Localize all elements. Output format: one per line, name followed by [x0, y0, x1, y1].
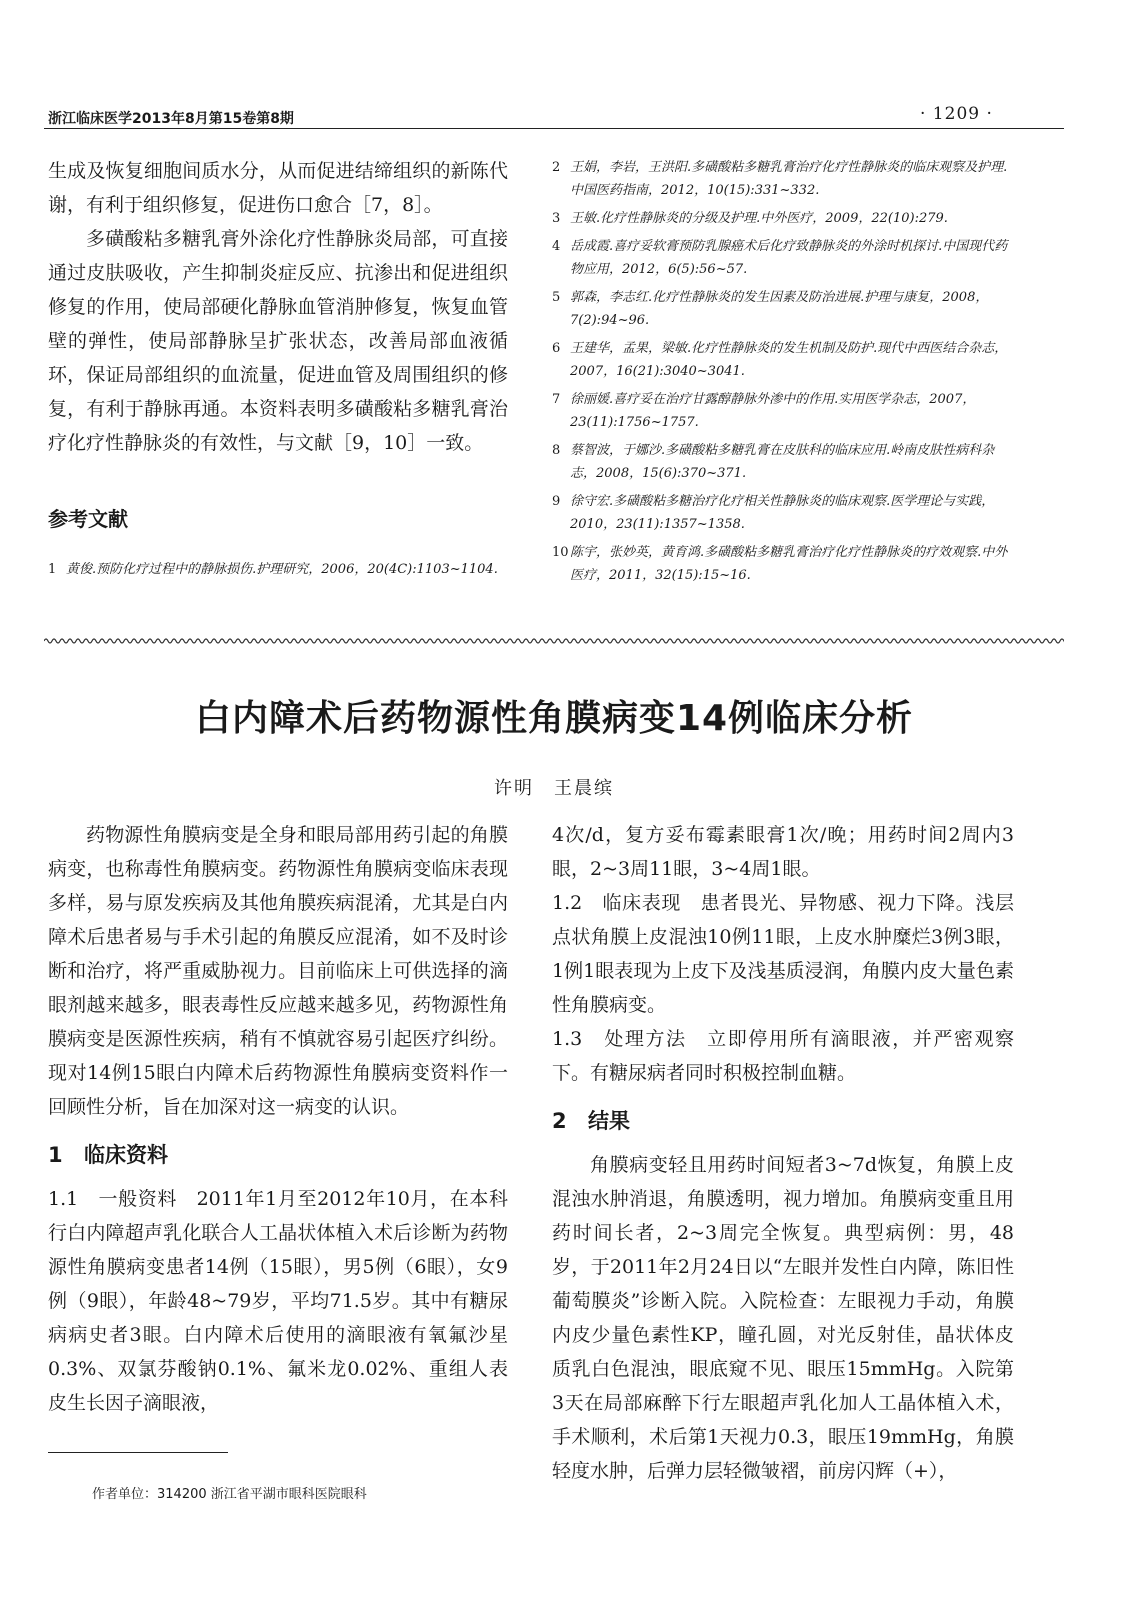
reference-item: [552, 286, 1014, 332]
reference-number: 4: [552, 239, 561, 254]
article-title: 白内障术后药物源性角膜病变14例临床分析: [194, 698, 914, 739]
article-right-column: [552, 818, 1014, 1488]
reference-item: [552, 337, 1014, 383]
reference-text: 徐守宏.多磺酸粘多糖治疗化疗相关性静脉炎的临床观察.医学理论与实践，2010，23(11):1357~1358.: [570, 494, 995, 532]
header-rule: [44, 128, 1064, 129]
intro-paragraph: 药物源性角膜病变是全身和眼局部用药引起的角膜病变，也称毒性角膜病变。药物源性角膜病变临床表现多样，易与原发疾病及其他角膜疾病混淆，尤其是白内障术后患者易与手术引起的角膜反应混淆，如不及时诊断和治疗，将严重威胁视力。目前临床上可供选择的滴眼剂越来越多，眼表毒性反应越来越多见，药物源性角膜病变是医源性疾病，稍有不慎就容易引起医疗纠纷。现对14例15眼白内障术后药物源性角膜病变资料作一回顾性分析，旨在加深对这一病变的认识。: [48, 824, 508, 1118]
section-heading-2: [552, 1106, 1014, 1136]
reference-number: 7: [552, 392, 561, 407]
reference-item: [552, 156, 1014, 202]
paragraph-1-1-continued: 4次/d，复方妥布霉素眼膏1次/晚；用药时间2周内3眼，2~3周11眼，3~4周1眼。: [552, 824, 1014, 880]
paragraph-1-3: 1.3 处理方法 立即停用所有滴眼液，并严密观察下。有糖尿病者同时积极控制血糖。: [552, 1028, 1014, 1084]
reference-text: 陈宇，张妙英，黄育鸿.多磺酸粘多糖乳膏治疗化疗性静脉炎的疗效观察.中外医疗，2011，32(15):15~16.: [570, 545, 1008, 583]
footnote-rule: [48, 1452, 228, 1453]
section-heading-1: [48, 1140, 508, 1170]
reference-number: 1: [48, 562, 57, 577]
reference-item: [552, 541, 1014, 587]
reference-item: [552, 388, 1014, 434]
reference-number: 8: [552, 443, 561, 458]
reference-item: [552, 490, 1014, 536]
reference-number: 2: [552, 160, 561, 175]
section-number: 1: [48, 1143, 63, 1167]
section-title: 临床资料: [84, 1143, 168, 1167]
paragraph-1-1: 1.1 一般资料 2011年1月至2012年10月，在本科行白内障超声乳化联合人工晶状体植入术后诊断为药物源性角膜病变患者14例（15眼），男5例（6眼），女9例（9眼），年龄48~79岁，平均71.5岁。其中有糖尿病病史者3眼。白内障术后使用的滴眼液有氧氟沙星0.3%、双氯芬酸钠0.1%、氟米龙0.02%、重组人表皮生长因子滴眼液，: [48, 1188, 508, 1414]
reference-number: 9: [552, 494, 561, 509]
reference-text: 王娟，李岩，王洪阳.多磺酸粘多糖乳膏治疗化疗性静脉炎的临床观察及护理.中国医药指南，2012，10(15):331~332.: [570, 160, 1008, 198]
page-number: · 1209 ·: [920, 104, 993, 124]
reference-text: 郭森，李志红.化疗性静脉炎的发生因素及防治进展.护理与康复，2008，7(2):94~96.: [570, 290, 989, 328]
prev-article-text: [48, 154, 508, 460]
paragraph-1-2: 1.2 临床表现 患者畏光、异物感、视力下降。浅层点状角膜上皮混浊10例11眼，上皮水肿糜烂3例3眼，1例1眼表现为上皮下及浅基质浸润，角膜内皮大量色素性角膜病变。: [552, 892, 1014, 1016]
reference-item: [552, 235, 1014, 281]
reference-item: [48, 558, 510, 581]
reference-number: 6: [552, 341, 561, 356]
section-number: 2: [552, 1109, 567, 1133]
reference-number: 3: [552, 211, 561, 226]
prev-paragraph-1: 生成及恢复细胞间质水分，从而促进结缔组织的新陈代谢，有利于组织修复，促进伤口愈合［7，8］。: [48, 160, 508, 216]
journal-header: 浙江临床医学2013年8月第15卷第8期: [48, 111, 294, 127]
reference-text: 徐丽媛.喜疗妥在治疗甘露醇静脉外渗中的作用.实用医学杂志，2007，23(11):1756~1757.: [570, 392, 976, 430]
reference-text: 蔡智波，于娜沙.多磺酸粘多糖乳膏在皮肤科的临床应用.岭南皮肤性病科杂志，2008，15(6):370~371.: [570, 443, 995, 481]
references-right-column: [552, 156, 1014, 592]
article-left-column: [48, 818, 508, 1420]
results-paragraph: 角膜病变轻且用药时间短者3~7d恢复，角膜上皮混浊水肿消退，角膜透明，视力增加。角膜病变重且用药时间长者，2~3周完全恢复。典型病例：男，48岁，于2011年2月24日以“左眼并发性白内障，陈旧性葡萄膜炎”诊断入院。入院检查：左眼视力手动，角膜内皮少量色素性KP，瞳孔圆，对光反射佳，晶状体皮质乳白色混浊，眼底窥不见、眼压15mmHg。入院第3天在局部麻醉下行左眼超声乳化加人工晶体植入术，手术顺利，术后第1天视力0.3，眼压19mmHg，角膜轻度水肿，后弹力层轻微皱褶，前房闪辉（+），: [552, 1154, 1014, 1482]
article-separator: [44, 636, 1064, 646]
prev-paragraph-2: 多磺酸粘多糖乳膏外涂化疗性静脉炎局部，可直接通过皮肤吸收，产生抑制炎症反应、抗渗出和促进组织修复的作用，使局部硬化静脉血管消肿修复，恢复血管壁的弹性，使局部静脉呈扩张状态，改善局部血液循环，保证局部组织的血流量，促进血管及周围组织的修复，有利于静脉再通。本资料表明多磺酸粘多糖乳膏治疗化疗性静脉炎的有效性，与文献［9，10］一致。: [48, 228, 508, 454]
reference-item: [552, 207, 1014, 230]
reference-number: 5: [552, 290, 561, 305]
author-affiliation: 作者单位：314200 浙江省平湖市眼科医院眼科: [92, 1487, 367, 1502]
reference-item: [552, 439, 1014, 485]
reference-number: 10: [552, 545, 569, 560]
article-authors: 许明 王晨缤: [494, 778, 614, 799]
section-title: 结果: [588, 1109, 630, 1133]
reference-text: 黄俊.预防化疗过程中的静脉损伤.护理研究，2006，20(4C):1103~1104.: [66, 562, 498, 577]
reference-text: 王敏.化疗性静脉炎的分级及护理.中外医疗，2009，22(10):279.: [570, 211, 948, 226]
reference-text: 王建华，孟果，梁敏.化疗性静脉炎的发生机制及防护.现代中西医结合杂志，2007，16(21):3040~3041.: [570, 341, 1008, 379]
references-left-column: [48, 558, 510, 585]
reference-text: 岳成霞.喜疗妥软膏预防乳腺癌术后化疗致静脉炎的外涂时机探讨.中国现代药物应用，2012，6(5):56~57.: [570, 239, 1008, 277]
references-heading: 参考文献: [48, 507, 128, 531]
